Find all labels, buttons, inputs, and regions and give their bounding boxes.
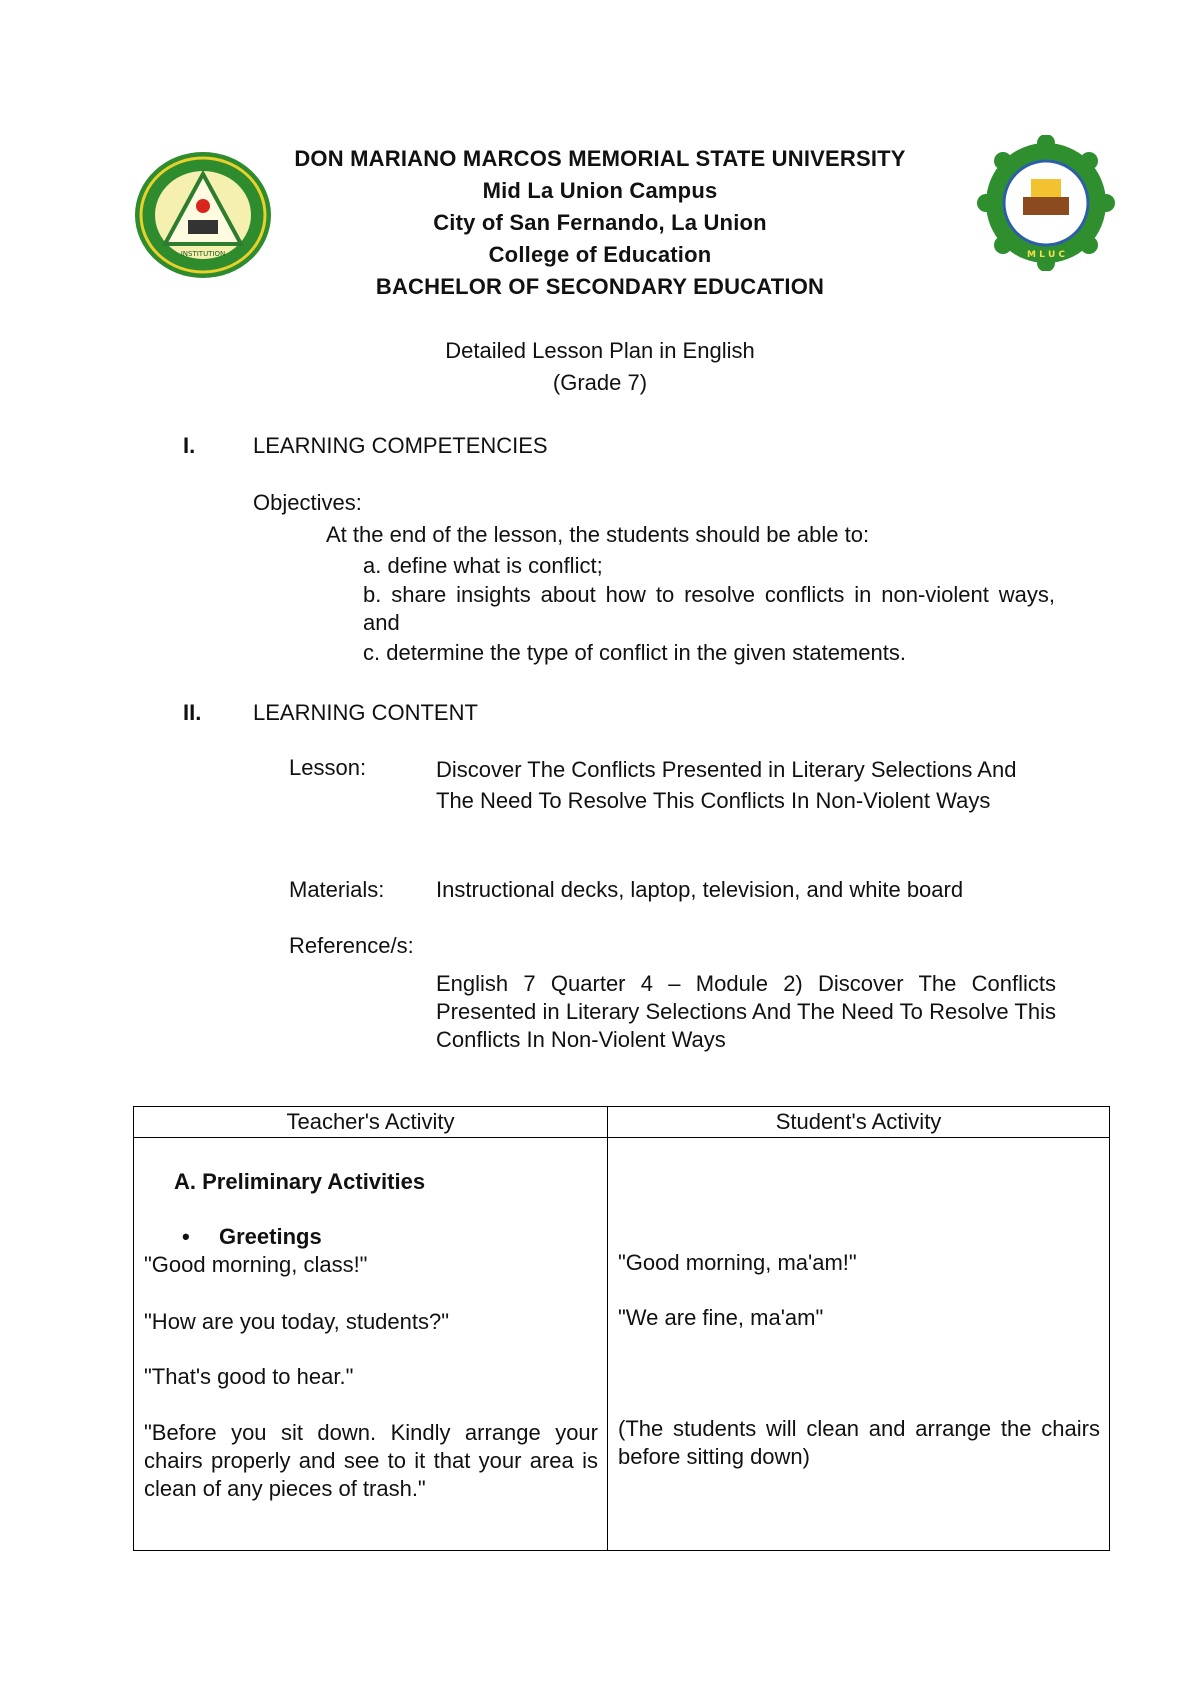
student-line-3: (The students will clean and arrange the chairs before sitting down) <box>618 1416 1100 1469</box>
university-name: DON MARIANO MARCOS MEMORIAL STATE UNIVERSITY <box>294 146 906 171</box>
student-line-1: "Good morning, ma'am!" <box>618 1250 857 1275</box>
bullet-icon: • <box>182 1224 190 1249</box>
section-1-numeral: I. <box>183 433 196 458</box>
section-1-heading: LEARNING COMPETENCIES <box>253 433 548 458</box>
lesson-value: Discover The Conflicts Presented in Literary Selections And The Need To Resolve This Conflicts In Non-Violent Ways <box>436 757 1017 813</box>
city-name: City of San Fernando, La Union <box>433 210 767 235</box>
reference-label: Reference/s: <box>289 933 414 958</box>
campus-name: Mid La Union Campus <box>482 178 718 203</box>
teacher-line-4: "Before you sit down. Kindly arrange your chairs properly and see to it that your area is clean of any pieces of trash." <box>144 1420 598 1501</box>
materials-value: Instructional decks, laptop, television, and white board <box>436 877 964 902</box>
program-name: BACHELOR OF SECONDARY EDUCATION <box>375 274 825 299</box>
left-logo-text: INSTITUTION <box>180 250 226 258</box>
teacher-line-3: "That's good to hear." <box>144 1364 354 1389</box>
objective-c: c. determine the type of conflict in the given statements. <box>363 640 906 665</box>
grade-level: (Grade 7) <box>552 370 648 395</box>
right-logo-text: M L U C <box>1026 250 1066 260</box>
activity-table <box>133 1106 1110 1551</box>
college-name: College of Education <box>488 242 712 267</box>
reference-value: English 7 Quarter 4 – Module 2) Discover The Conflicts Presented in Literary Selections And The Need To Resolve This Conflicts In Non-Violent Ways <box>436 971 1056 1052</box>
greetings-title: Greetings <box>219 1224 322 1249</box>
student-activity-cell <box>608 1138 1110 1551</box>
teacher-line-2: "How are you today, students?" <box>144 1309 450 1334</box>
college-seal-logo-right <box>975 135 1117 271</box>
objectives-intro: At the end of the lesson, the students should be able to: <box>326 522 870 547</box>
section-2-numeral: II. <box>183 700 202 725</box>
objectives-label: Objectives: <box>253 490 362 515</box>
teacher-line-1: "Good morning, class!" <box>144 1252 368 1277</box>
section-2-heading: LEARNING CONTENT <box>253 700 478 725</box>
objective-a: a. define what is conflict; <box>363 553 603 578</box>
teacher-activity-header: Teacher's Activity <box>134 1107 608 1138</box>
objective-b: b. share insights about how to resolve conflicts in non-violent ways, and <box>363 582 1055 635</box>
lesson-plan-title: Detailed Lesson Plan in English <box>445 338 755 363</box>
student-line-2: "We are fine, ma'am" <box>618 1305 824 1330</box>
student-activity-header: Student's Activity <box>608 1107 1110 1138</box>
preliminary-activities-title: A. Preliminary Activities <box>174 1169 426 1194</box>
materials-label: Materials: <box>289 877 385 902</box>
teacher-activity-cell <box>134 1138 608 1551</box>
lesson-label: Lesson: <box>289 755 367 780</box>
